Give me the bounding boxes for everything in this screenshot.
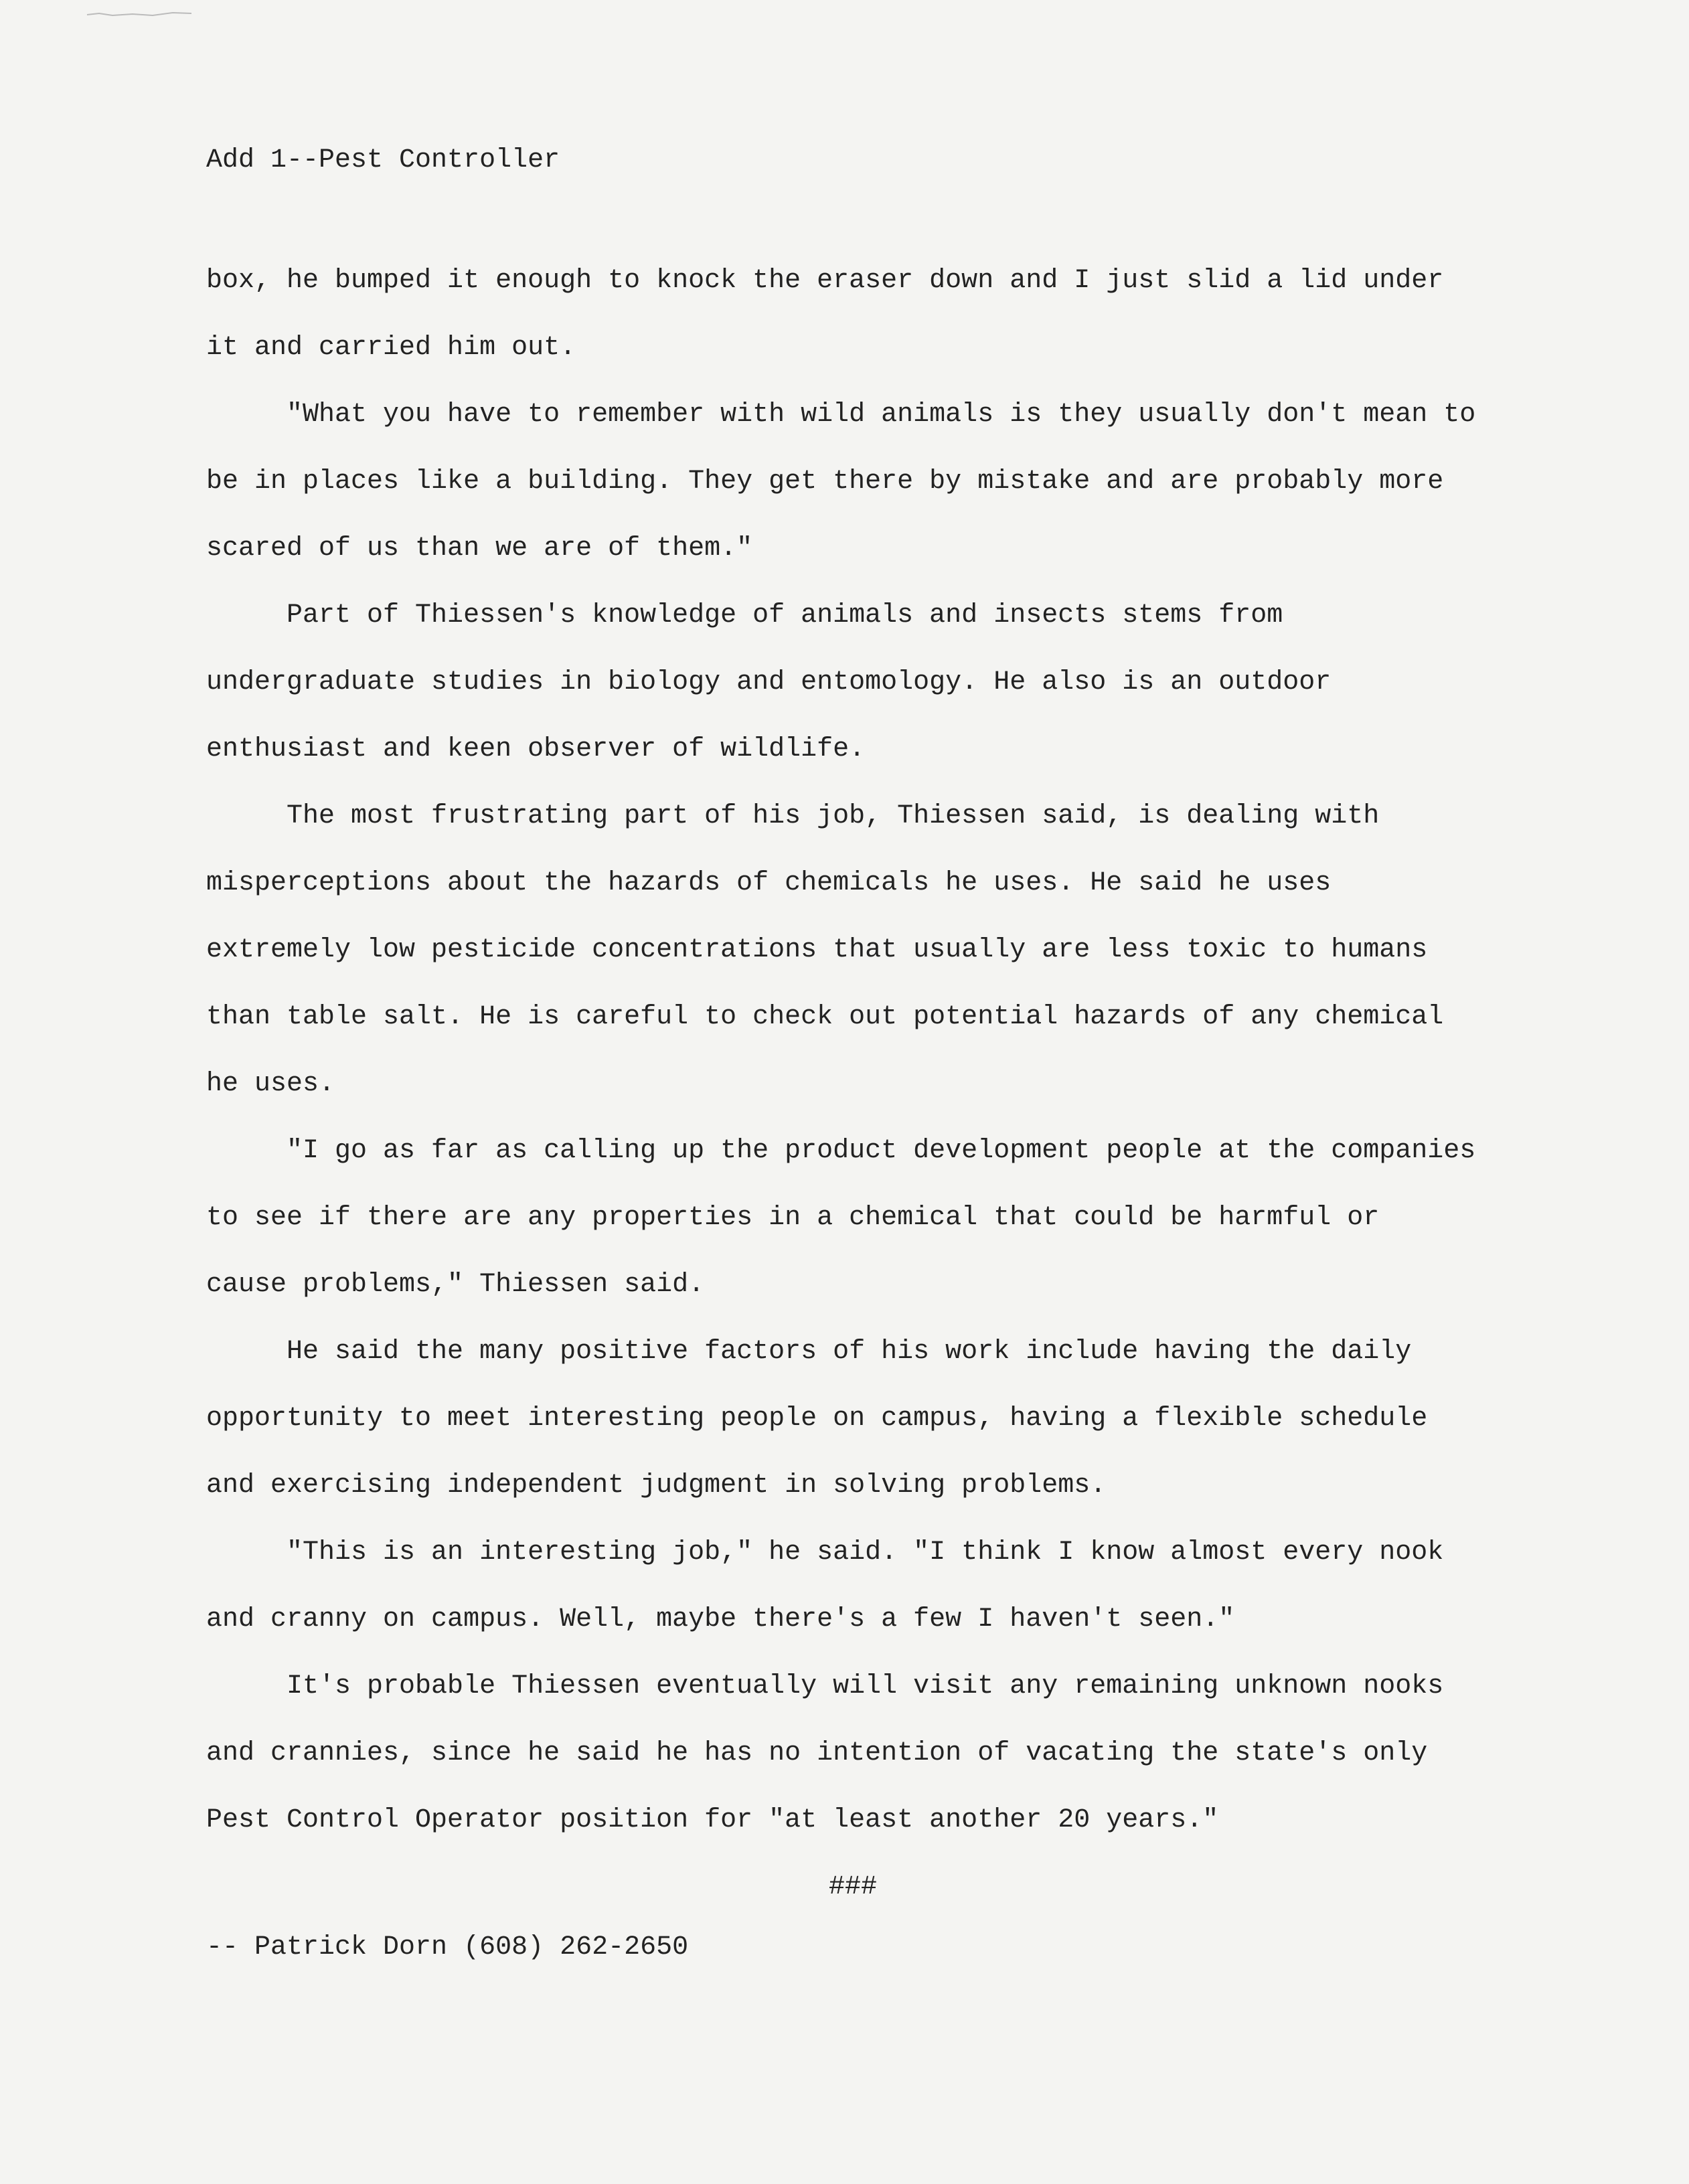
text-line: and exercising independent judgment in solving problems.	[206, 1471, 1107, 1501]
text-line: than table salt. He is careful to check out potential hazards of any chemical	[206, 1002, 1444, 1032]
corner-smudge-mark	[86, 9, 193, 19]
text-line: undergraduate studies in biology and entomology. He also is an outdoor	[206, 667, 1332, 697]
body-text	[206, 248, 1518, 1854]
end-mark: ###	[829, 1872, 878, 1902]
text-line: Pest Control Operator position for "at least another 20 years."	[206, 1805, 1219, 1835]
text-line: box, he bumped it enough to knock the eraser down and I just slid a lid under	[206, 266, 1444, 296]
text-line: "I go as far as calling up the product development people at the companies	[206, 1136, 1476, 1166]
text-line: scared of us than we are of them."	[206, 533, 753, 564]
text-line: enthusiast and keen observer of wildlife.	[206, 734, 866, 764]
text-line: and cranny on campus. Well, maybe there's a few I haven't seen."	[206, 1604, 1235, 1634]
text-line: extremely low pesticide concentrations that usually are less toxic to humans	[206, 935, 1428, 965]
text-line: It's probable Thiessen eventually will visit any remaining unknown nooks	[206, 1671, 1444, 1701]
text-line: He said the many positive factors of his work include having the daily	[206, 1337, 1412, 1367]
text-line: Part of Thiessen's knowledge of animals and insects stems from	[206, 600, 1283, 631]
text-line: cause problems," Thiessen said.	[206, 1270, 705, 1300]
text-line: it and carried him out.	[206, 333, 576, 363]
text-line: misperceptions about the hazards of chemicals he uses. He said he uses	[206, 868, 1332, 898]
text-line: to see if there are any properties in a chemical that could be harmful or	[206, 1203, 1380, 1233]
text-line: be in places like a building. They get there by mistake and are probably more	[206, 467, 1444, 497]
text-line: "What you have to remember with wild animals is they usually don't mean to	[206, 400, 1476, 430]
text-line: The most frustrating part of his job, Thiessen said, is dealing with	[206, 801, 1380, 831]
text-line: opportunity to meet interesting people on campus, having a flexible schedule	[206, 1404, 1428, 1434]
page-header: Add 1--Pest Controller	[206, 145, 560, 175]
byline: -- Patrick Dorn (608) 262-2650	[206, 1932, 689, 1962]
text-line: and crannies, since he said he has no intention of vacating the state's only	[206, 1738, 1428, 1768]
text-line: he uses.	[206, 1069, 335, 1099]
text-line: "This is an interesting job," he said. "I think I know almost every nook	[206, 1537, 1444, 1568]
